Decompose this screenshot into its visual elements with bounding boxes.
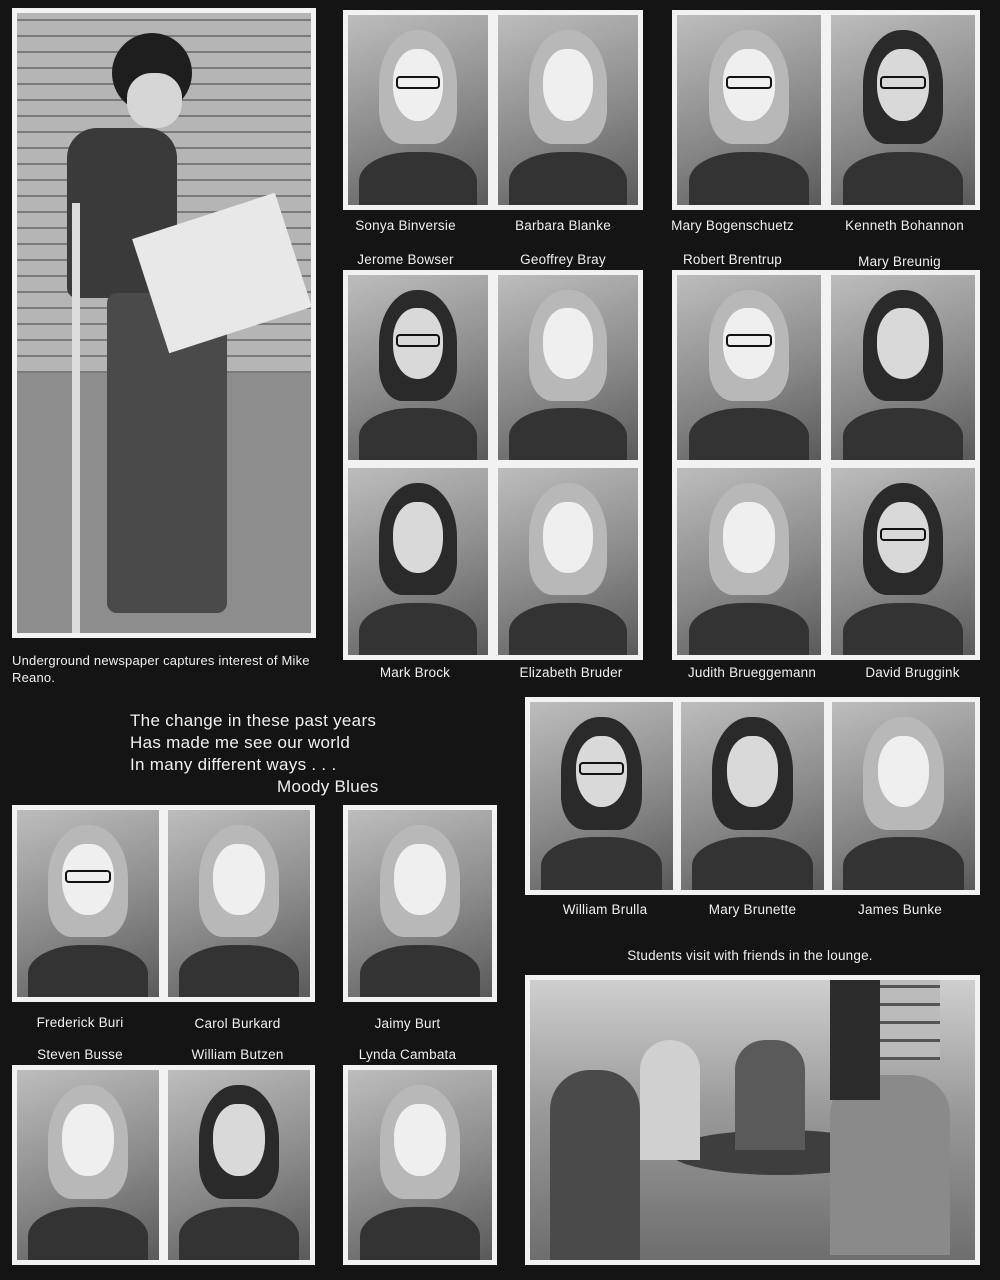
portrait-block-b <box>672 10 980 210</box>
portrait-mark-brock <box>348 468 488 655</box>
name-steven-busse: Steven Busse <box>37 1047 123 1062</box>
portrait-kenneth-bohannon <box>831 15 975 205</box>
portrait-william-brulla <box>530 702 673 890</box>
portrait-sonya-binversie <box>348 15 488 205</box>
portrait-geoffrey-bray <box>498 275 638 460</box>
poem-quote <box>130 710 379 798</box>
lounge-student-1 <box>550 1070 640 1260</box>
portrait-william-butzen <box>168 1070 310 1260</box>
portrait-block-e <box>525 697 980 895</box>
portrait-block-f <box>12 805 315 1002</box>
portrait-robert-brentrup <box>677 275 821 460</box>
name-judith-brueggemann: Judith Brueggemann <box>687 665 817 680</box>
portrait-block-c <box>343 270 643 660</box>
portrait-mary-brunette <box>681 702 824 890</box>
portrait-block-d <box>672 270 980 660</box>
name-william-butzen: William Butzen <box>191 1047 284 1062</box>
portrait-elizabeth-bruder <box>498 468 638 655</box>
lounge-student-4 <box>830 1075 950 1255</box>
name-jerome-bowser: Jerome Bowser <box>357 252 454 267</box>
portrait-carol-burkard <box>168 810 310 997</box>
portrait-jerome-bowser <box>348 275 488 460</box>
name-elizabeth-bruder: Elizabeth Bruder <box>519 665 623 680</box>
portrait-block-i <box>343 1065 497 1265</box>
name-james-bunke: James Bunke <box>858 902 942 917</box>
portrait-block-g <box>343 805 497 1002</box>
portrait-jaimy-burt <box>348 810 492 997</box>
student-figure <box>57 33 247 613</box>
name-mary-brunette: Mary Brunette <box>708 902 797 917</box>
lounge-bookshelf <box>880 980 940 1060</box>
poem-attribution: Moody Blues <box>277 777 379 796</box>
name-mary-bogenschuetz: Mary Bogenschuetz <box>671 218 794 233</box>
name-kenneth-bohannon: Kenneth Bohannon <box>845 218 964 233</box>
portrait-lynda-cambata <box>348 1070 492 1260</box>
lounge-photo <box>530 980 975 1260</box>
feature-photo-caption: Underground newspaper captures interest of Mike Reano. <box>12 653 310 685</box>
portrait-block-h <box>12 1065 315 1265</box>
name-william-brulla: William Brulla <box>562 902 648 917</box>
name-carol-burkard: Carol Burkard <box>194 1016 281 1031</box>
portrait-block-a <box>343 10 643 210</box>
name-geoffrey-bray: Geoffrey Bray <box>520 252 606 267</box>
lounge-photo-caption: Students visit with friends in the lounge. <box>627 948 873 963</box>
feature-photo <box>17 13 311 633</box>
portrait-barbara-blanke <box>498 15 638 205</box>
name-lynda-cambata: Lynda Cambata <box>358 1047 457 1062</box>
portrait-james-bunke <box>832 702 975 890</box>
portrait-frederick-buri <box>17 810 159 997</box>
poem-line-1: The change in these past years <box>130 711 377 730</box>
feature-photo-frame <box>12 8 316 638</box>
name-david-bruggink: David Bruggink <box>865 665 960 680</box>
name-frederick-buri: Frederick Buri <box>36 1015 124 1030</box>
lounge-doorway <box>830 980 880 1100</box>
name-mary-breunig: Mary Breunig <box>858 254 941 269</box>
lounge-student-2 <box>640 1040 700 1160</box>
lounge-student-3 <box>735 1040 805 1150</box>
portrait-judith-brueggemann <box>677 468 821 655</box>
lounge-photo-frame <box>525 975 980 1265</box>
portrait-mary-bogenschuetz <box>677 15 821 205</box>
name-jaimy-burt: Jaimy Burt <box>374 1016 441 1031</box>
name-robert-brentrup: Robert Brentrup <box>682 252 783 267</box>
portrait-steven-busse <box>17 1070 159 1260</box>
portrait-mary-breunig <box>831 275 975 460</box>
name-mark-brock: Mark Brock <box>379 665 451 680</box>
portrait-david-bruggink <box>831 468 975 655</box>
name-sonya-binversie: Sonya Binversie <box>355 218 456 233</box>
poem-line-3: In many different ways . . . <box>130 755 337 774</box>
poem-line-2: Has made me see our world <box>130 733 351 752</box>
name-barbara-blanke: Barbara Blanke <box>515 218 611 233</box>
